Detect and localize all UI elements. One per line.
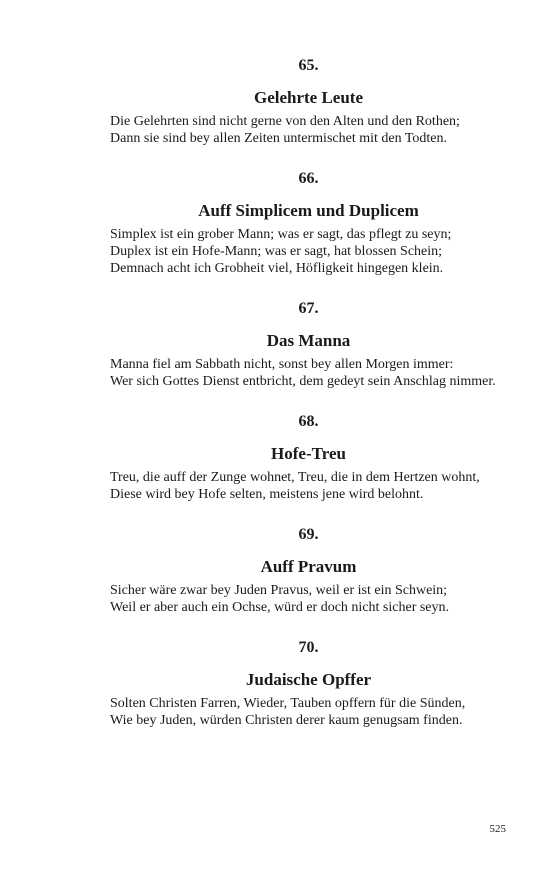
- poem-69: [110, 525, 507, 616]
- poem-68: [110, 412, 507, 503]
- poem-body: [110, 582, 507, 616]
- page-number: 525: [489, 823, 506, 835]
- poem-line: Dann sie sind bey allen Zeiten untermischet mit den Todten.: [110, 131, 448, 146]
- poem-number: 66.: [298, 170, 319, 187]
- poem-line: Demnach acht ich Grobheit viel, Höfligkeit hingegen klein.: [110, 261, 444, 276]
- poem-title: Auff Pravum: [260, 557, 357, 576]
- poem-line: Sicher wäre zwar bey Juden Pravus, weil er ist ein Schwein;: [110, 583, 448, 598]
- poem-number: 70.: [298, 639, 319, 656]
- poem-line: Simplex ist ein grober Mann; was er sagt, das pflegt zu seyn;: [110, 227, 452, 242]
- poem-body: [110, 226, 507, 277]
- poem-70: [110, 638, 507, 729]
- poem-line: Wie bey Juden, würden Christen derer kaum genugsam finden.: [110, 713, 463, 728]
- poem-line: Diese wird bey Hofe selten, meistens jene wird belohnt.: [110, 487, 424, 502]
- poem-body: [110, 356, 507, 390]
- poem-number: 67.: [298, 300, 319, 317]
- poem-line: Solten Christen Farren, Wieder, Tauben opffern für die Sünden,: [110, 696, 466, 711]
- poem-line: Wer sich Gottes Dienst entbricht, dem gedeyt sein Anschlag nimmer.: [110, 374, 496, 389]
- poem-title: Judaische Opffer: [245, 670, 372, 689]
- poem-number: 65.: [298, 57, 319, 74]
- poem-line: Treu, die auff der Zunge wohnet, Treu, die in dem Hertzen wohnt,: [110, 470, 480, 485]
- poem-title: Auff Simplicem und Duplicem: [198, 201, 419, 220]
- poem-body: [110, 113, 507, 147]
- page-content: [110, 56, 507, 729]
- poem-title: Hofe-Treu: [271, 444, 346, 463]
- poem-67: [110, 299, 507, 390]
- poem-line: Weil er aber auch ein Ochse, würd er doch nicht sicher seyn.: [110, 600, 450, 615]
- poem-number: 68.: [298, 413, 319, 430]
- poem-66: [110, 169, 507, 277]
- poem-title: Gelehrte Leute: [253, 88, 364, 107]
- poem-65: [110, 56, 507, 147]
- poem-body: [110, 695, 507, 729]
- poem-line: Manna fiel am Sabbath nicht, sonst bey allen Morgen immer:: [110, 357, 454, 372]
- poem-number: 69.: [298, 526, 319, 543]
- poem-line: Duplex ist ein Hofe-Mann; was er sagt, hat blossen Schein;: [110, 244, 443, 259]
- poem-title: Das Manna: [266, 331, 351, 350]
- poem-body: [110, 469, 507, 503]
- poem-line: Die Gelehrten sind nicht gerne von den Alten und den Rothen;: [110, 114, 460, 129]
